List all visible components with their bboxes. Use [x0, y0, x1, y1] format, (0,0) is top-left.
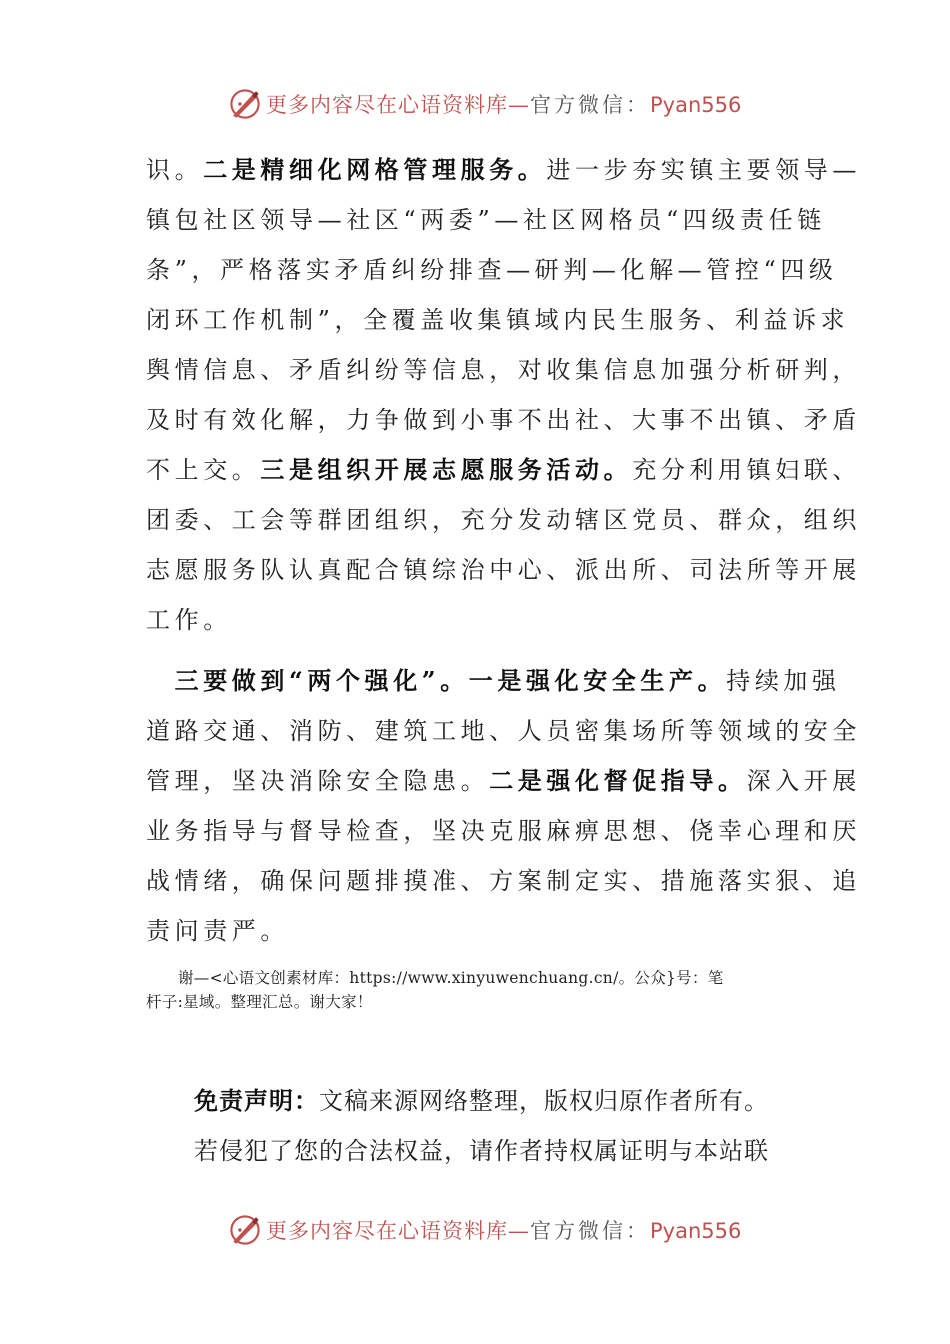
text-run: 进一步夯实镇主要领导— [546, 156, 862, 184]
text-run: 持续加强 [726, 667, 841, 695]
disclaimer-text-2: 若侵犯了您的合法权益，请作者持权属证明与本站联 [194, 1137, 769, 1165]
text-run: 条”，严格落实矛盾纠纷排查—研判—化解—管控“四级 [146, 256, 838, 284]
bold-phrase: 二是强化督促指导。 [489, 766, 747, 795]
text-run: 工作。 [146, 606, 232, 634]
banner-wechat-id: Pyan556 [650, 1219, 742, 1243]
banner-site-text: 更多内容尽在心语资料库 [266, 1219, 508, 1243]
text-run: 及时有效化解，力争做到小事不出社、大事不出镇、矛盾 [146, 406, 861, 434]
text-run: 管理，坚决消除安全隐患。 [146, 767, 490, 795]
bold-phrase: 三是组织开展志愿服务活动。 [260, 455, 633, 484]
text-line [146, 195, 826, 245]
banner-wechat-label: 官方微信： [530, 93, 650, 117]
text-run: 识。 [146, 156, 204, 184]
text-run: 不上交。 [146, 456, 261, 484]
banner-wechat-label: 官方微信： [530, 1219, 650, 1243]
disclaimer-title: 免责声明： [194, 1087, 319, 1115]
text-line [146, 706, 861, 756]
banner-separator: — [508, 1219, 530, 1243]
text-run: 战情绪，确保问题排摸准、方案制定实、措施落实狠、追 [146, 867, 861, 895]
text-line [146, 906, 806, 956]
text-run: 业务指导与督导检查，坚决克服麻痹思想、侥幸心理和厌 [146, 817, 861, 845]
text-run: 志愿服务队认真配合镇综治中心、派出所、司法所等开展 [146, 556, 861, 584]
text-run: 深入开展 [746, 767, 862, 795]
bold-phrase: 二是精细化网格管理服务。 [203, 155, 547, 184]
text-line [146, 445, 862, 495]
text-run: 责问责严。 [146, 917, 289, 945]
body-paragraph-2 [146, 656, 862, 956]
text-run: 镇包社区领导—社区“两委”—社区网格员“四级责任链 [146, 206, 826, 234]
footer-banner [0, 1210, 950, 1250]
text-line [146, 295, 850, 345]
text-line [146, 756, 862, 806]
header-banner [0, 84, 950, 124]
text-line [146, 395, 861, 445]
banner-site-text: 更多内容尽在心语资料库 [266, 93, 508, 117]
credit-line-2: 杆子:星域。整理汇总。谢大家！ [146, 993, 373, 1011]
text-line [146, 595, 806, 645]
text-line [146, 245, 838, 295]
bold-phrase: 三要做到“两个强化”。一是强化安全生产。 [146, 666, 727, 695]
disclaimer-text-1: 文稿来源网络整理，版权归原作者所有。 [319, 1087, 769, 1115]
text-line [146, 545, 861, 595]
banner-wechat-id: Pyan556 [650, 93, 742, 117]
text-run: 道路交通、消防、建筑工地、人员密集场所等领域的安全 [146, 717, 861, 745]
text-line [146, 856, 861, 906]
text-run: 团委、工会等群团组织，充分发动辖区党员、群众，组织 [146, 506, 861, 534]
pen-logo-icon [228, 87, 262, 121]
credit-note [146, 966, 806, 1014]
text-line [146, 806, 861, 856]
text-run: 充分利用镇妇联、 [632, 456, 862, 484]
text-line [146, 145, 862, 195]
disclaimer [194, 1076, 814, 1176]
banner-separator: — [508, 93, 530, 117]
body-paragraph-1 [146, 145, 862, 645]
text-line [146, 495, 861, 545]
text-line [146, 345, 861, 395]
credit-line-1: 谢—<心语文创素材库：https://www.xinyuwenchuang.cn/。公众}号：笔 [178, 969, 724, 987]
text-run: 闭环工作机制”，全覆盖收集镇域内民生服务、利益诉求 [146, 306, 850, 334]
pen-logo-icon [228, 1213, 262, 1247]
text-run: 舆情信息、矛盾纠纷等信息，对收集信息加强分析研判， [146, 356, 861, 384]
text-line [146, 656, 841, 706]
